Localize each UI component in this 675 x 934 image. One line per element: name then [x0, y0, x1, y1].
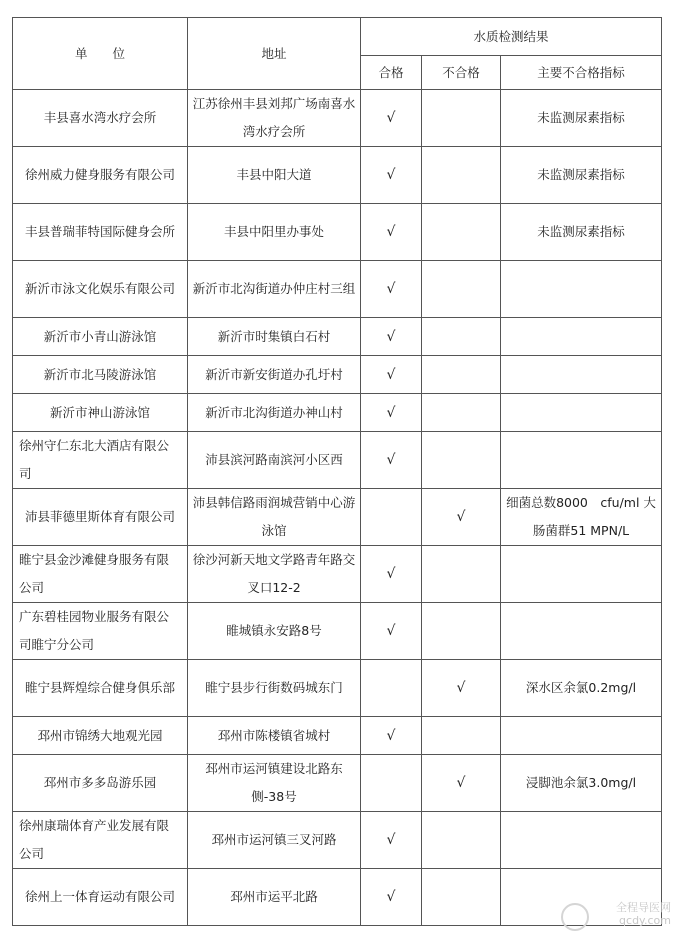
cell-main-fail-indicator — [501, 812, 662, 869]
table-row — [13, 432, 662, 489]
cell-pass: √ — [361, 432, 422, 489]
cell-unit: 睢宁县辉煌综合健身俱乐部 — [13, 660, 188, 717]
table-body — [13, 90, 662, 926]
header-result-group: 水质检测结果 — [361, 18, 662, 56]
header-address: 地址 — [188, 18, 361, 90]
cell-pass: √ — [361, 603, 422, 660]
cell-fail — [422, 869, 501, 926]
cell-main-fail-indicator: 浸脚池余氯3.0mg/l — [501, 755, 662, 812]
watermark-logo-icon — [561, 903, 589, 931]
cell-unit: 沛县菲德里斯体育有限公司 — [13, 489, 188, 546]
cell-fail — [422, 603, 501, 660]
table-row — [13, 489, 662, 546]
cell-main-fail-indicator: 未监测尿素指标 — [501, 147, 662, 204]
header-pass: 合格 — [361, 56, 422, 90]
cell-address: 新沂市北沟街道办神山村 — [188, 394, 361, 432]
cell-address: 沛县韩信路雨润城营销中心游泳馆 — [188, 489, 361, 546]
cell-address: 徐沙河新天地文学路青年路交叉口12-2 — [188, 546, 361, 603]
cell-address: 丰县中阳大道 — [188, 147, 361, 204]
cell-fail — [422, 147, 501, 204]
table-row — [13, 603, 662, 660]
cell-main-fail-indicator — [501, 318, 662, 356]
cell-pass — [361, 755, 422, 812]
cell-fail — [422, 261, 501, 318]
cell-pass: √ — [361, 717, 422, 755]
cell-pass: √ — [361, 812, 422, 869]
cell-unit: 新沂市神山游泳馆 — [13, 394, 188, 432]
cell-address: 睢宁县步行街数码城东门 — [188, 660, 361, 717]
cell-address: 新沂市新安街道办孔圩村 — [188, 356, 361, 394]
cell-unit: 邳州市锦绣大地观光园 — [13, 717, 188, 755]
cell-unit: 新沂市北马陵游泳馆 — [13, 356, 188, 394]
cell-fail — [422, 356, 501, 394]
cell-fail — [422, 432, 501, 489]
cell-address: 邳州市运平北路 — [188, 869, 361, 926]
cell-pass — [361, 660, 422, 717]
cell-pass: √ — [361, 546, 422, 603]
cell-address: 邳州市陈楼镇省城村 — [188, 717, 361, 755]
table-row — [13, 812, 662, 869]
cell-fail — [422, 318, 501, 356]
cell-main-fail-indicator: 细菌总数8000 cfu/ml 大肠菌群51 MPN/L — [501, 489, 662, 546]
table-row — [13, 394, 662, 432]
cell-fail: √ — [422, 755, 501, 812]
cell-address: 新沂市北沟街道办仲庄村三组 — [188, 261, 361, 318]
cell-fail: √ — [422, 489, 501, 546]
cell-fail — [422, 204, 501, 261]
cell-fail: √ — [422, 660, 501, 717]
cell-pass: √ — [361, 90, 422, 147]
cell-pass: √ — [361, 147, 422, 204]
cell-main-fail-indicator: 未监测尿素指标 — [501, 204, 662, 261]
cell-unit: 广东碧桂园物业服务有限公司睢宁分公司 — [13, 603, 188, 660]
cell-pass: √ — [361, 356, 422, 394]
cell-address: 邳州市运河镇三叉河路 — [188, 812, 361, 869]
cell-main-fail-indicator — [501, 261, 662, 318]
cell-pass: √ — [361, 394, 422, 432]
cell-unit: 新沂市小青山游泳馆 — [13, 318, 188, 356]
cell-main-fail-indicator: 深水区余氯0.2mg/l — [501, 660, 662, 717]
table-row — [13, 318, 662, 356]
cell-unit: 新沂市泳文化娱乐有限公司 — [13, 261, 188, 318]
cell-fail — [422, 90, 501, 147]
cell-address: 江苏徐州丰县刘邦广场南喜水湾水疗会所 — [188, 90, 361, 147]
cell-pass: √ — [361, 261, 422, 318]
cell-unit: 徐州上一体育运动有限公司 — [13, 869, 188, 926]
cell-pass: √ — [361, 318, 422, 356]
cell-fail — [422, 812, 501, 869]
cell-address: 睢城镇永安路8号 — [188, 603, 361, 660]
header-main-fail-indicator: 主要不合格指标 — [501, 56, 662, 90]
cell-fail — [422, 717, 501, 755]
cell-pass — [361, 489, 422, 546]
cell-address: 沛县滨河路南滨河小区西 — [188, 432, 361, 489]
cell-address: 新沂市时集镇白石村 — [188, 318, 361, 356]
cell-unit: 邳州市多多岛游乐园 — [13, 755, 188, 812]
cell-main-fail-indicator: 未监测尿素指标 — [501, 90, 662, 147]
cell-main-fail-indicator — [501, 717, 662, 755]
cell-unit: 丰县普瑞菲特国际健身会所 — [13, 204, 188, 261]
cell-unit: 徐州威力健身服务有限公司 — [13, 147, 188, 204]
table-row — [13, 546, 662, 603]
cell-main-fail-indicator — [501, 432, 662, 489]
header-unit: 单 位 — [13, 18, 188, 90]
cell-fail — [422, 394, 501, 432]
watermark-line2: qcdy.com — [619, 914, 671, 927]
watermark — [561, 901, 671, 931]
table-row — [13, 204, 662, 261]
cell-address: 丰县中阳里办事处 — [188, 204, 361, 261]
table-row — [13, 356, 662, 394]
cell-unit: 徐州守仁东北大酒店有限公司 — [13, 432, 188, 489]
cell-unit: 徐州康瑞体育产业发展有限公司 — [13, 812, 188, 869]
cell-unit: 睢宁县金沙滩健身服务有限公司 — [13, 546, 188, 603]
cell-main-fail-indicator — [501, 603, 662, 660]
table-row — [13, 261, 662, 318]
water-quality-table — [12, 17, 662, 926]
cell-main-fail-indicator — [501, 394, 662, 432]
watermark-line1: 全程导医网 — [616, 901, 671, 914]
cell-address: 邳州市运河镇建设北路东侧-38号 — [188, 755, 361, 812]
table-row — [13, 717, 662, 755]
cell-unit: 丰县喜水湾水疗会所 — [13, 90, 188, 147]
cell-main-fail-indicator — [501, 546, 662, 603]
table-row — [13, 755, 662, 812]
cell-fail — [422, 546, 501, 603]
table-row — [13, 660, 662, 717]
table-row — [13, 147, 662, 204]
cell-main-fail-indicator — [501, 356, 662, 394]
header-fail: 不合格 — [422, 56, 501, 90]
cell-pass: √ — [361, 869, 422, 926]
cell-pass: √ — [361, 204, 422, 261]
table-row — [13, 90, 662, 147]
